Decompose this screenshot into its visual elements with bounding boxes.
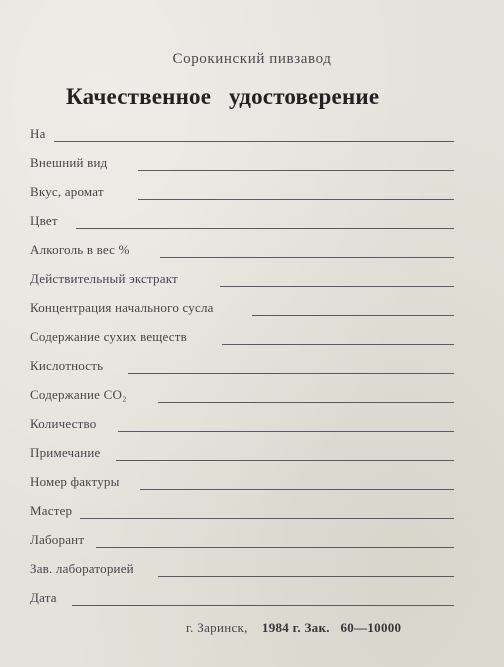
field-line[interactable]	[140, 489, 454, 490]
print-imprint	[186, 620, 401, 636]
field-label: Дата	[30, 590, 57, 605]
field-label: Примечание	[30, 445, 101, 460]
field-dry-matter	[30, 327, 460, 347]
field-label: Внешний вид	[30, 155, 108, 170]
field-label: Содержание сухих веществ	[30, 329, 187, 344]
field-alcohol	[30, 240, 460, 260]
field-label: Алкоголь в вес %	[30, 242, 130, 257]
field-line[interactable]	[158, 402, 454, 403]
field-date	[30, 588, 460, 608]
field-label: Кислотность	[30, 358, 104, 373]
field-label: На	[30, 126, 46, 141]
field-lab-head	[30, 559, 460, 579]
field-na	[30, 124, 460, 144]
field-line[interactable]	[252, 315, 454, 316]
field-line[interactable]	[220, 286, 454, 287]
field-label: Зав. лабораторией	[30, 561, 134, 576]
organization-name: Сорокинский пивзавод	[172, 51, 332, 67]
field-label: Действительный экстракт	[30, 271, 178, 286]
field-label: Содержание CO₂	[30, 387, 127, 402]
imprint-order: 1984 г. Зак.	[261, 620, 330, 635]
field-label: Лаборант	[30, 532, 85, 547]
document-title: Качественное удостоверение	[66, 84, 380, 109]
field-taste-aroma	[30, 182, 460, 202]
field-acidity	[30, 356, 460, 376]
field-line[interactable]	[128, 373, 454, 374]
field-label: Номер фактуры	[30, 474, 120, 489]
imprint-number: 60—10000	[340, 620, 402, 635]
field-lab-assistant	[30, 530, 460, 550]
field-co2-content	[30, 385, 460, 405]
field-line[interactable]	[118, 431, 454, 432]
field-line[interactable]	[72, 605, 454, 606]
field-line[interactable]	[76, 228, 454, 229]
field-line[interactable]	[80, 518, 454, 519]
field-line[interactable]	[54, 141, 454, 142]
field-line[interactable]	[138, 170, 454, 171]
field-quantity	[30, 414, 460, 434]
field-line[interactable]	[96, 547, 454, 548]
field-label: Количество	[30, 416, 97, 431]
field-line[interactable]	[222, 344, 454, 345]
field-note	[30, 443, 460, 463]
field-appearance	[30, 153, 460, 173]
imprint-city: г. Заринск,	[186, 620, 248, 635]
field-label: Вкус, аромат	[30, 184, 104, 199]
field-label: Мастер	[30, 503, 73, 518]
field-label: Цвет	[30, 213, 58, 228]
field-master	[30, 501, 460, 521]
field-real-extract	[30, 269, 460, 289]
field-line[interactable]	[158, 576, 454, 577]
field-line[interactable]	[138, 199, 454, 200]
field-line[interactable]	[116, 460, 454, 461]
field-line[interactable]	[160, 257, 454, 258]
field-color	[30, 211, 460, 231]
field-invoice-number	[30, 472, 460, 492]
field-label: Концентрация начального сусла	[30, 300, 214, 315]
field-wort-concentration	[30, 298, 460, 318]
